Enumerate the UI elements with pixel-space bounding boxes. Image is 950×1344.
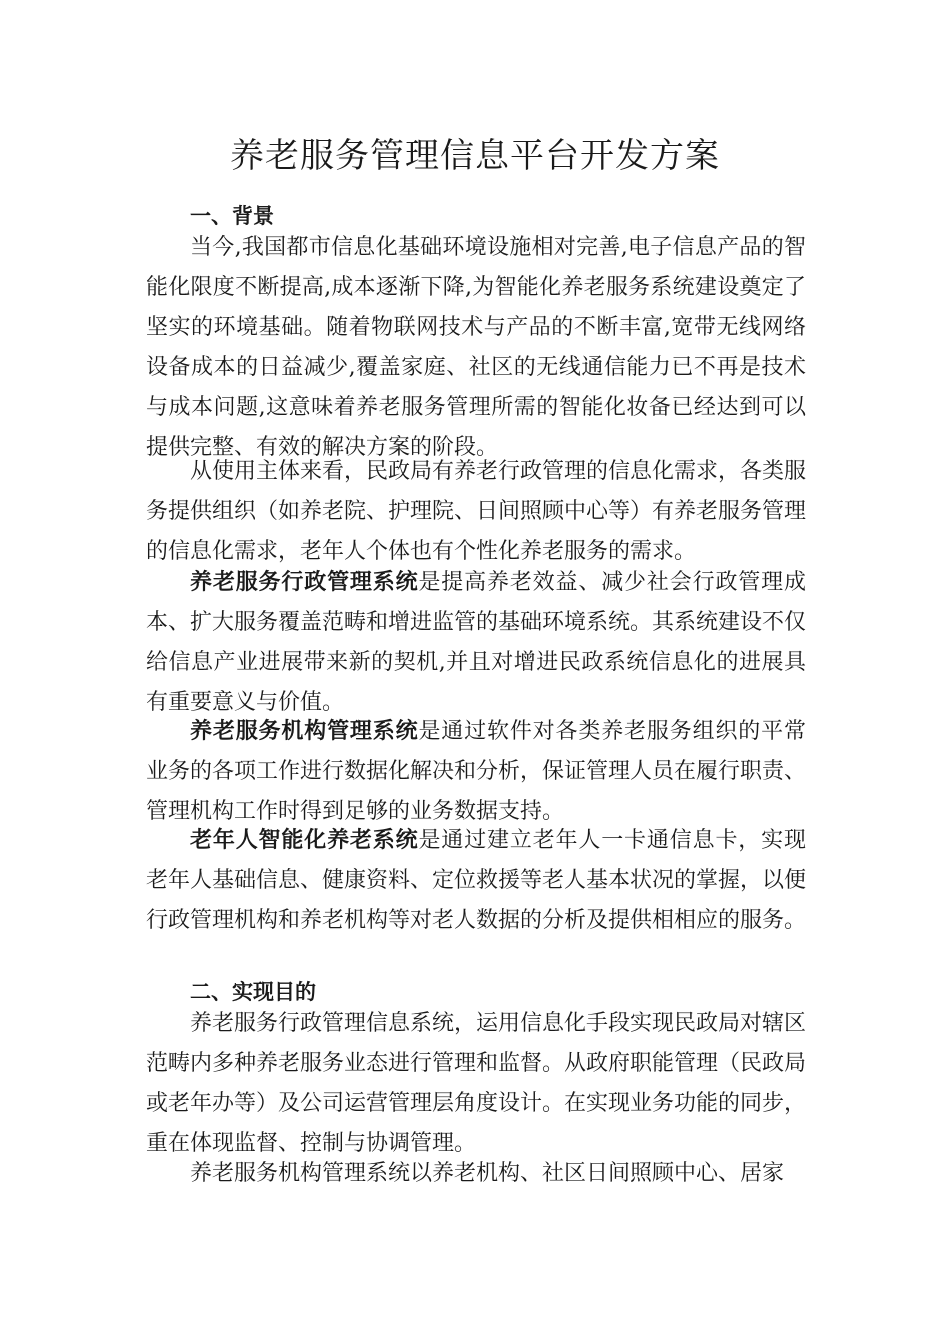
section-heading-goals: 二、实现目的 (190, 980, 316, 1004)
paragraph-background-2: 从使用主体来看，民政局有养老行政管理的信息化需求，各类服务提供组织（如养老院、护理院、日间照顾中心等）有养老服务管理的信息化需求，老年人个体也有个性化养老服务的需求。 (146, 459, 807, 564)
paragraph-elderly-system-text: 是通过建立老年人一卡通信息卡，实现老年人基础信息、健康资料、定位救援等老人基本状况的掌握，以便行政管理机构和养老机构等对老人数据的分析及提供相相应的服务。 (146, 828, 807, 933)
term-elderly-system: 老年人智能化养老系统 (190, 828, 419, 853)
paragraph-admin-system-text: 是提高养老效益、减少社会行政管理成本、扩大服务覆盖范畴和增进监管的基础环境系统。其系统建设不仅给信息产业进展带来新的契机,并且对增进民政系统信息化的进展具有重要意义与价值。 (146, 570, 807, 715)
paragraph-institution-system-text: 是通过软件对各类养老服务组织的平常业务的各项工作进行数据化解决和分析，保证管理人员在履行职责、管理机构工作时得到足够的业务数据支持。 (146, 719, 807, 824)
paragraph-institution-system (146, 712, 806, 832)
document-title: 养老服务管理信息平台开发方案 (230, 136, 720, 176)
paragraph-admin-system (146, 563, 806, 723)
term-admin-system: 养老服务行政管理系统 (190, 570, 419, 595)
paragraph-elderly-system (146, 821, 806, 941)
section-heading-background: 一、背景 (190, 204, 274, 228)
paragraph-background-1: 当今,我国都市信息化基础环境设施相对完善,电子信息产品的智能化限度不断提高,成本逐渐下降,为智能化养老服务系统建设奠定了坚实的环境基础。随着物联网技术与产品的不断丰富,宽带无线网络设备成本的日益减少,覆盖家庭、社区的无线通信能力已不再是技术与成本问题,这意味着养老服务管理所需的智能化妆备已经达到可以提供完整、有效的解决方案的阶段。 (146, 235, 806, 460)
term-institution-system: 养老服务机构管理系统 (190, 719, 419, 744)
paragraph-goals-2: 养老服务机构管理系统以养老机构、社区日间照顾中心、居家 (190, 1161, 785, 1186)
paragraph-goals-1: 养老服务行政管理信息系统，运用信息化手段实现民政局对辖区范畴内多种养老服务业态进行管理和监督。从政府职能管理（民政局或老年办等）及公司运营管理层角度设计。在实现业务功能的同步，重在体现监督、控制与协调管理。 (146, 1011, 807, 1156)
